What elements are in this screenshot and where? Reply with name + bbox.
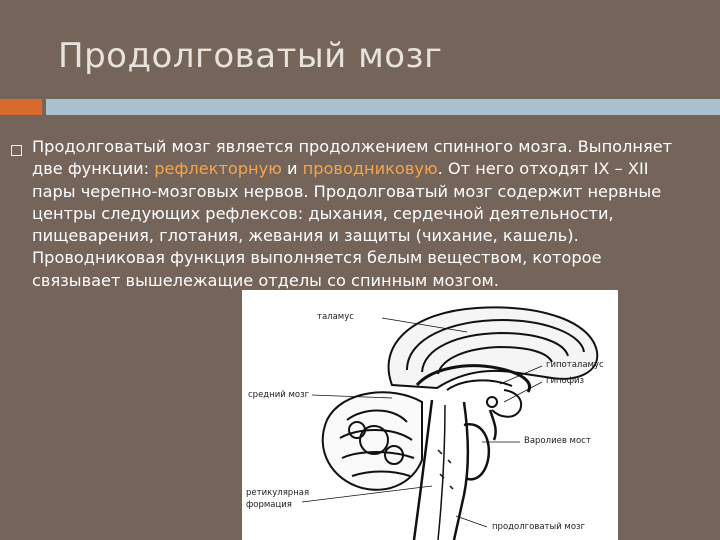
- label-reticular-2: формация: [246, 500, 292, 510]
- brain-diagram: [242, 290, 618, 540]
- highlight-reflex: рефлекторную: [154, 159, 282, 179]
- body-text-part: Продолговатый мозг является продолжением спинного мозга. Выполняет две функции:: [32, 137, 673, 179]
- highlight-conduction: проводниковую: [302, 159, 438, 179]
- label-hypothalamus: гипоталамус: [546, 360, 604, 370]
- body-text-part: . От него отходят IX – XII пары черепно-мозговых нервов. Продолговатый мозг содержит нервные центры следующих рефлексов: дыхания, сердечной деятельности, пищеварения, глотания, жевания и защиты (чихание, кашель). Проводниковая функция выполняется белым веществом, которое связывает вышележащие отделы со спинным мозгом.: [32, 159, 662, 290]
- body-text: [32, 136, 692, 292]
- body-text-part: и: [281, 159, 303, 179]
- slide-title: Продолговатый мозг: [58, 36, 443, 76]
- label-midbrain: средний мозг: [248, 390, 310, 400]
- label-medulla: продолговатый мозг: [492, 522, 586, 532]
- brain-illustration: [242, 290, 618, 540]
- label-pons: Варолиев мост: [524, 436, 591, 446]
- title-rule: [46, 99, 720, 115]
- label-thalamus: таламус: [317, 312, 354, 322]
- label-reticular-1: ретикулярная: [246, 488, 310, 498]
- title-rule-accent: [0, 99, 42, 115]
- label-pituitary: гипофиз: [546, 376, 585, 386]
- bullet-square-icon: [11, 145, 22, 156]
